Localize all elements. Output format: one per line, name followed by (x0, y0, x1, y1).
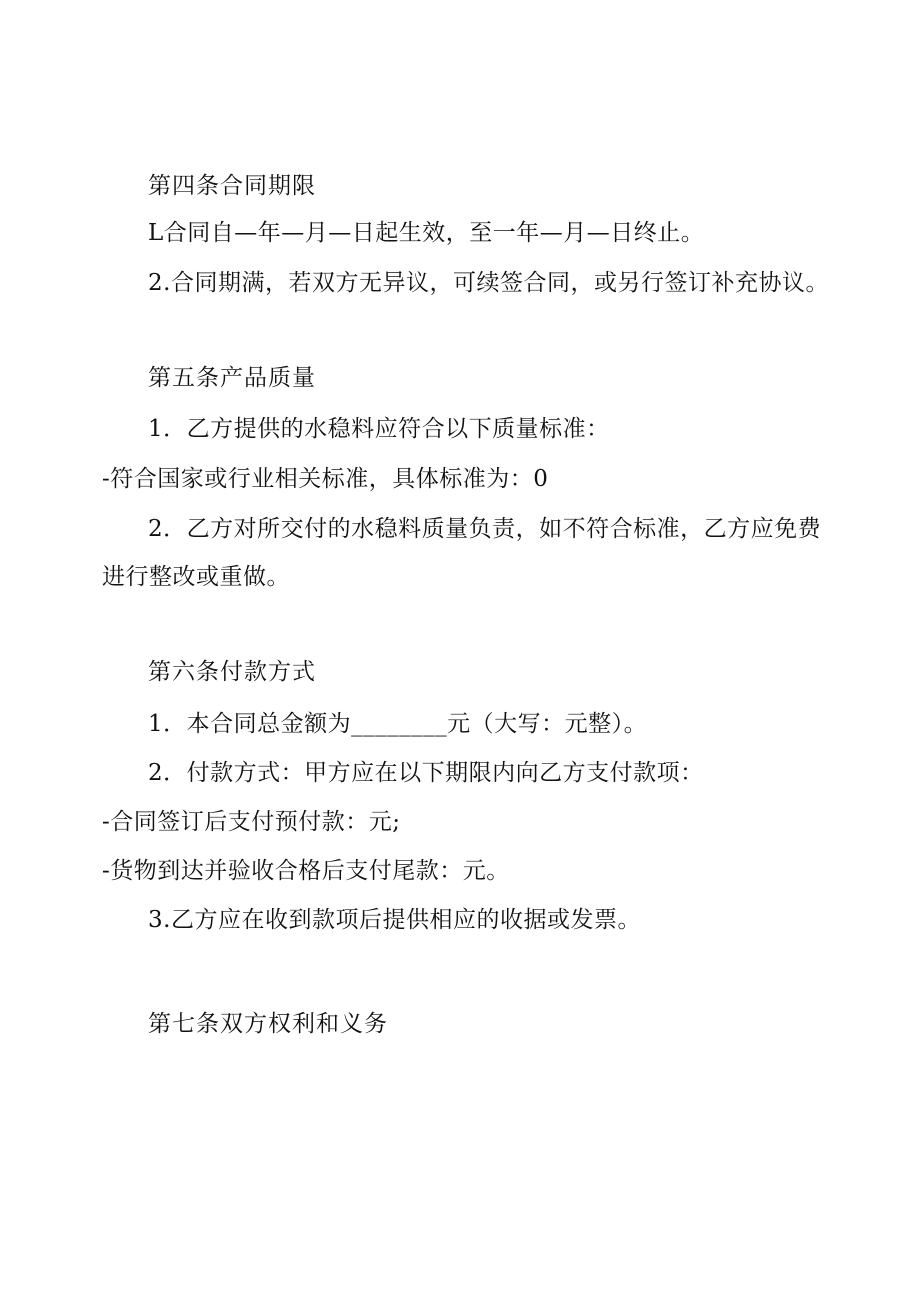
clause-5-2: 2．乙方对所交付的水稳料质量负责，如不符合标准，乙方应免费进行整改或重做。 (102, 516, 822, 590)
section-heading-7: 第七条双方权利和义务 (148, 1011, 388, 1037)
clause-6-1: 1．本合同总金额为________元（大写：元整）。 (148, 711, 648, 737)
clause-5-1-detail: -符合国家或行业相关标准，具体标准为：0 (102, 466, 549, 492)
section-heading-5: 第五条产品质量 (148, 365, 316, 391)
clause-6-2: 2．付款方式：甲方应在以下期限内向乙方支付款项： (148, 760, 704, 786)
clause-6-3: 3.乙方应在收到款项后提供相应的收据或发票。 (148, 907, 641, 933)
section-heading-4: 第四条合同期限 (148, 173, 316, 199)
section-heading-6: 第六条付款方式 (148, 659, 316, 685)
clause-5-1: 1．乙方提供的水稳料应符合以下质量标准： (148, 416, 610, 442)
clause-6-2-advance: -合同签订后支付预付款：元; (102, 809, 401, 835)
clause-4-2: 2.合同期满，若双方无异议，可续签合同，或另行签订补充协议。 (148, 270, 829, 296)
clause-6-2-final: -货物到达并验收合格后支付尾款：元。 (102, 858, 510, 884)
clause-4-1: L合同自—年—月—日起生效，至一年—月—日终止。 (148, 220, 705, 246)
